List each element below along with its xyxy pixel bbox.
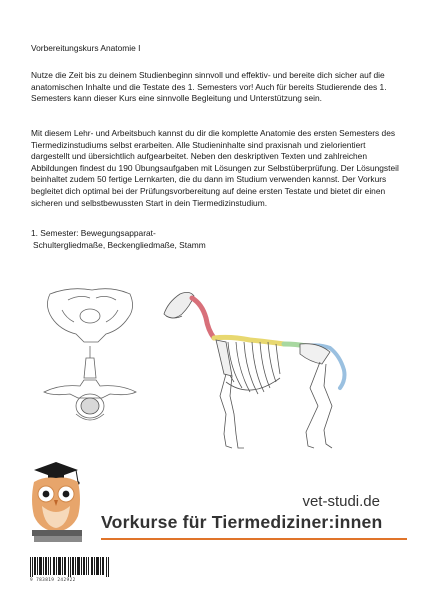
semester-line-2: Schultergliedmaße, Beckengliedmaße, Stamm [33, 239, 206, 250]
semester-line-1: 1. Semester: Bewegungsapparat- [31, 228, 156, 238]
barcode-number: 9 783819 242922 [30, 578, 76, 583]
owl-graduate-logo [24, 460, 94, 546]
barcode [30, 557, 110, 577]
intro-paragraph: Nutze die Zeit bis zu deinem Studienbeginn sinnvoll und effektiv- und bereite dich sicher auf die anatomischen Inhalte und die Testate des 1. Semesters vor! Auch für bereits Studierende des 1. Semesters kann dieser Kurs eine sinnvolle Begleitung und Unterstützung sein. [31, 70, 387, 104]
accent-divider [101, 538, 407, 540]
semester-topics [31, 228, 206, 251]
vertebra-illustration [40, 284, 140, 430]
tagline: Vorkurse für Tiermediziner:innen [101, 512, 383, 532]
description-paragraph: Mit diesem Lehr- und Arbeitsbuch kannst du dir die komplette Anatomie des ersten Semesters des Tiermedizinstudiums selbst erarbeiten. Alle Studieninhalte sind praxisnah und zielorientiert dargestellt und übersichtlich aufgearbeitet. Neben den deskriptiven Texten und zahlreichen Abbildungen findest du 190 Übungsaufgaben mit Lösungen zur Selbstüberprüfung. Der Lösungsteil beinhaltet zudem 50 fertige Lernkarten, die du dann im Studium verwenden kannst. Der Vorkurs begleitet dich optimal bei der Prüfungsvorbereitung auf deine ersten Testate und bietet dir einen sicheren und selbstbewussten Start in dein Tiermedizinstudium. [31, 128, 399, 208]
horse-skeleton-illustration [160, 284, 360, 452]
website-url: vet-studi.de [302, 493, 380, 510]
course-title: Vorbereitungskurs Anatomie I [31, 43, 141, 53]
